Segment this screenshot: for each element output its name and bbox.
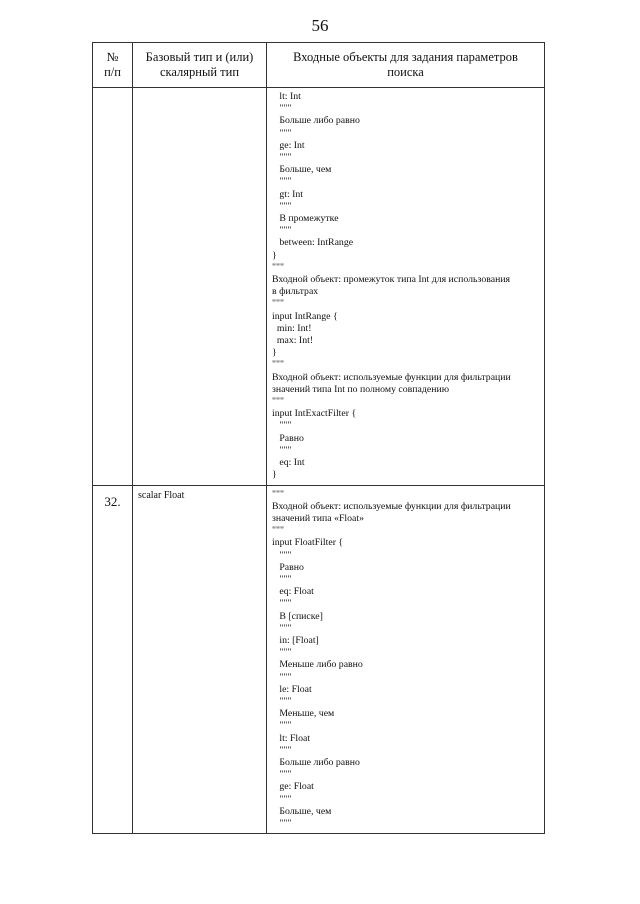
code-line: """ <box>272 671 292 683</box>
code-line: """ <box>272 549 292 561</box>
code-line: lt: Int <box>272 91 301 102</box>
code-line: """ <box>272 225 292 237</box>
code-line: Больше, чем <box>272 805 332 817</box>
code-line: eq: Int <box>272 457 305 469</box>
code-line: } <box>272 347 277 359</box>
code-line: """ <box>272 488 284 500</box>
code-line: """ <box>272 176 292 188</box>
code-line: значений типа «Float» <box>272 512 365 524</box>
code-line: """ <box>272 647 292 659</box>
code-line: gt: Int <box>272 188 304 200</box>
page-number: 56 <box>311 16 329 35</box>
code-line: Входной объект: используемые функции для фильтрации <box>272 500 511 512</box>
code-line: input FloatFilter { <box>272 537 344 549</box>
code-line: """ <box>272 396 284 408</box>
code-line: Входной объект: промежуток типа Int для использования <box>272 274 511 286</box>
code-line: Больше либо равно <box>272 756 360 768</box>
header-objects: Входные объекты для задания параметров поиска <box>267 43 545 88</box>
code-line: Входной объект: используемые функции для фильтрации <box>272 371 511 383</box>
code-line: """ <box>272 103 292 115</box>
code-line: """ <box>272 152 292 164</box>
header-num: № п/п <box>93 43 133 88</box>
code-line: """ <box>272 420 292 432</box>
code-line: """ <box>272 525 284 537</box>
spec-table <box>92 42 545 834</box>
code-line: """ <box>272 127 292 139</box>
code-line: """ <box>272 817 292 829</box>
code-line: """ <box>272 720 292 732</box>
table-row <box>93 485 545 834</box>
code-line: le: Float <box>272 683 312 695</box>
row-number: 32. <box>93 485 133 834</box>
code-line: in: [Float] <box>272 634 319 646</box>
row-number <box>93 88 133 486</box>
code-line: """ <box>272 744 292 756</box>
code-line: """ <box>272 573 292 585</box>
code-line: Равно <box>272 561 304 573</box>
code-line: } <box>272 249 277 261</box>
code-line: В [списке] <box>272 610 323 622</box>
code-line: в фильтрах <box>272 286 319 298</box>
code-line: Меньше либо равно <box>272 659 363 671</box>
code-line: Равно <box>272 432 304 444</box>
table-header-row <box>93 43 545 88</box>
code-line: """ <box>272 444 292 456</box>
code-line: input IntExactFilter { <box>272 408 357 420</box>
base-type <box>133 88 267 486</box>
code-line: between: IntRange <box>272 237 354 249</box>
header-type: Базовый тип и (или) скалярный тип <box>133 43 267 88</box>
code-line: ge: Int <box>272 139 305 151</box>
code-line: """ <box>272 598 292 610</box>
code-line: """ <box>272 298 284 310</box>
code-line: """ <box>272 622 292 634</box>
code-line: """ <box>272 200 292 212</box>
input-objects-code <box>267 88 545 486</box>
code-line: """ <box>272 793 292 805</box>
table-row <box>93 88 545 486</box>
code-line: Больше либо равно <box>272 115 360 127</box>
input-objects-code <box>267 485 545 834</box>
code-line: """ <box>272 359 284 371</box>
code-line: В промежутке <box>272 213 339 225</box>
code-line: max: Int! <box>272 335 314 347</box>
code-line: lt: Float <box>272 732 311 744</box>
code-line: eq: Float <box>272 586 314 598</box>
code-line: """ <box>272 695 292 707</box>
code-line: """ <box>272 261 284 273</box>
code-line: min: Int! <box>272 322 312 334</box>
code-line: значений типа Int по полному совпадению <box>272 383 450 395</box>
code-line: } <box>272 469 277 481</box>
code-line: """ <box>272 769 292 781</box>
code-line: ge: Float <box>272 781 314 793</box>
code-line: Больше, чем <box>272 164 332 176</box>
code-line: Меньше, чем <box>272 708 335 720</box>
base-type: scalar Float <box>133 485 267 834</box>
code-line: input IntRange { <box>272 310 338 322</box>
